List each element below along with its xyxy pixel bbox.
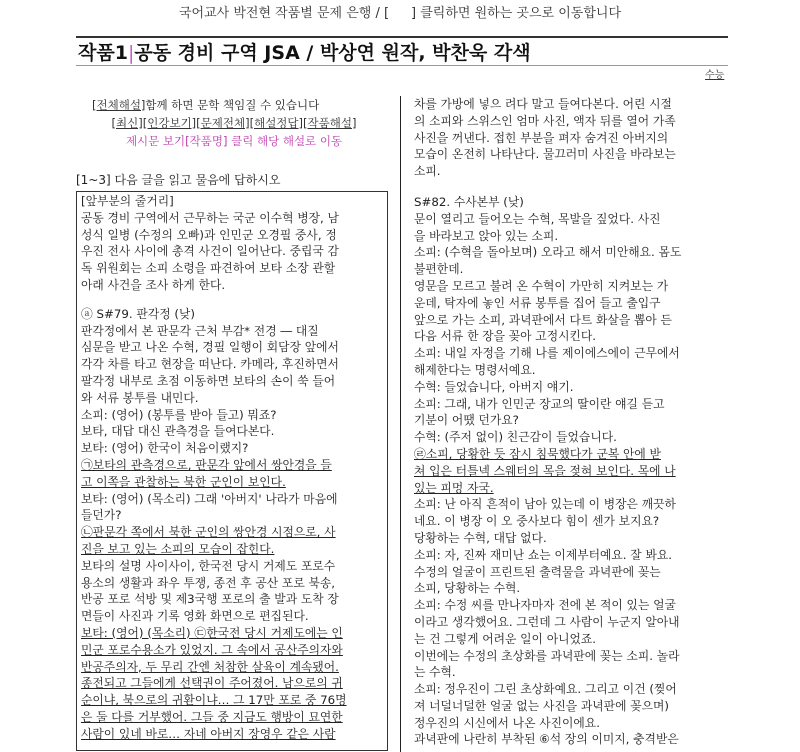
nav-line-2 [80, 114, 388, 132]
passage-line: ㉠보타의 관측경으로, 판문각 앞에서 쌍안경을 들 [81, 457, 332, 472]
nav-link-all-questions[interactable]: [문제전체] [196, 116, 250, 130]
nav-line-3: 제시문 보기[작품명] 클릭 해당 해설로 이동 [125, 134, 343, 148]
work-title-bar [76, 36, 728, 66]
passage-line: 영문을 모르고 불려 온 수혁이 가만히 지켜보는 가 [414, 278, 669, 293]
title-separator: | [127, 42, 135, 64]
passage-line: 소피: 정우진이 그린 초상화예요. 그리고 이건 (찢어 [414, 682, 677, 697]
passage-line: 반공 포로 석방 및 제3국행 포로의 출 발과 도착 장 [81, 592, 339, 607]
passage-line: 면들이 사진과 기록 영화 화면으로 편집된다. [81, 609, 309, 624]
passage-line: 앞으로 가는 소피, 과녁판에서 다트 화살을 뽑아 든 [414, 312, 672, 327]
passage-line: 사람이 있네 바로… 자네 아버지 장영우 같은 사람 [81, 726, 336, 741]
nav-line-1 [80, 96, 388, 114]
passage-line: 불편한데. [414, 262, 464, 277]
passage-line: 보타: (영어) (목소리) ㉢한국전 당시 거제도에는 인 [81, 625, 343, 640]
passage-line: 보타: (영어) 한국이 처음이랬지? [81, 441, 249, 456]
passage-line: 는 수혁. [414, 665, 456, 680]
passage-line: 운데, 탁자에 놓인 서류 봉투를 집어 들고 출입구 [414, 295, 661, 310]
title-prefix: 작품1 [78, 42, 128, 64]
passage-line: 순이냐, 북으로의 귀환이냐… 그 17만 포로 중 76명 [81, 693, 347, 708]
passage-line: 수정의 얼굴이 프린트된 출력물을 과녁판에 꽂는 [414, 564, 661, 579]
passage-line: 반공주의자, 두 무리 간엔 처참한 살육이 계속됐어. [81, 659, 339, 674]
passage-line: 사진을 꺼낸다. 접힌 부분을 펴자 숨겨진 아버지의 [414, 130, 669, 145]
passage-line: 차를 가방에 넣으 려다 말고 들여다본다. 어린 시절 [414, 97, 672, 111]
passage-line: 소피: 난 아직 흔적이 남아 있는데 이 병장은 깨끗하 [414, 497, 676, 512]
passage-line: ㉣소피, 당황한 듯 잠시 침묵했다가 군복 안에 받 [414, 446, 661, 461]
passage-line: 소피, 당황하는 수혁. [414, 581, 521, 596]
nav-link-latest[interactable]: [최신] [111, 116, 143, 130]
passage-line: 수혁: (주저 없이) 친근감이 들었습니다. [414, 430, 617, 445]
nav-link-work-commentary[interactable]: [작품해설] [303, 116, 357, 130]
passage-line: 모습이 온전히 나타난다. 물끄러미 사진을 바라보는 [414, 147, 676, 162]
passage-line: 네요. 이 병장 이 오 중사보다 힘이 센가 보지요? [414, 514, 660, 529]
passage-line: 수혁: 들었습니다, 아버지 얘기. [414, 379, 574, 394]
passage-line: 용소의 생활과 좌우 투쟁, 종전 후 공산 포로 북송, [81, 575, 336, 590]
passage-line: 소피. [414, 164, 441, 179]
passage-line: 보타의 설명 사이사이, 한국전 당시 거제도 포로수 [81, 558, 336, 573]
passage-line: 을 바라보고 앉아 있는 소피. [414, 228, 559, 243]
nav-link-answers[interactable]: [해설정답] [249, 116, 304, 130]
passage-line: 진을 보고 있는 소피의 모습이 잡힌다. [81, 541, 275, 556]
passage-line: 기분이 어땠 던가요? [414, 413, 519, 428]
passage-line: 보타: (영어) (목소리) 그래 '아버지' 나라가 마음에 [81, 491, 338, 506]
passage-line: 심문을 받고 나온 수혁, 경필 일행이 회담장 앞에서 [81, 340, 339, 355]
passage-line: 다음 서류 한 장을 꽂아 고정시킨다. [414, 329, 597, 344]
passage-line: 소피: 그래, 내가 인민군 장교의 딸이란 얘길 듣고 [414, 396, 665, 411]
spacer [414, 180, 724, 194]
passage-line: 민군 포로수용소가 있었지. 그 속에서 공산주의자와 [81, 642, 343, 657]
passage-line: 판각정에서 본 판문각 근처 부감* 전경 ― 대질 [81, 323, 319, 338]
passage-line: 쳐 입은 터틀넥 스웨터의 목을 젖혀 보인다. 목에 나 [414, 463, 676, 478]
passage-line: 독 위원회는 소피 소령을 파견하여 보타 소장 관할 [81, 261, 336, 276]
top-banner-text-2: ] 클릭하면 원하는 곳으로 이동합니다 [411, 6, 622, 21]
title-text: 공동 경비 구역 JSA / 박상연 원작, 박찬욱 각색 [134, 42, 531, 64]
passage-line: 와 서류 봉투를 내민다. [81, 390, 199, 405]
passage-line: 이번에는 수정의 초상화를 과녁판에 꽂는 소피. 놀라 [414, 648, 680, 663]
passage-line: 당황하는 수혁, 대답 없다. [414, 530, 547, 545]
passage-line: 소피: (영어) (봉투를 받아 들고) 뭐죠? [81, 407, 277, 422]
passage-line: 소피: (수혁을 돌아보며) 오라고 해서 미안해요. 몸도 [414, 245, 682, 260]
spacer [81, 294, 383, 306]
column-divider [400, 96, 401, 752]
passage-line: 보타, 대답 대신 관측경을 들여다본다. [81, 424, 275, 439]
passage-line: 문이 열리고 들어오는 수혁, 목발을 짚었다. 사진 [414, 211, 661, 226]
passage-line: 정우진의 시신에서 나온 사진이에요. [414, 715, 600, 730]
passage-line: 종전되고 그들에게 선택권이 주어졌어. 남으로의 귀 [81, 676, 343, 691]
passage-line: 우진 전사 사이에 총격 사건이 일어난다. 중립국 감 [81, 244, 339, 259]
top-banner [0, 0, 800, 30]
passage-line: 는 건 그렇게 어려운 일이 아니었죠. [414, 631, 597, 646]
passage-box [76, 191, 388, 751]
passage-line: 들던가? [81, 508, 122, 523]
left-column [76, 96, 388, 752]
jump-target-slot[interactable] [389, 0, 411, 28]
passage-line: 소피: 수정 씨를 만나자마자 전에 본 적이 있는 얼굴 [414, 598, 676, 613]
full-commentary-link[interactable]: [전체해설] [92, 98, 146, 112]
passage-line: 아래 사건을 조사 하게 한다. [81, 277, 226, 292]
passage-line: S#82. 수사본부 (낮) [414, 194, 524, 209]
passage-line: 성식 일병 (수정의 오빠)과 인민군 오경필 중사, 정 [81, 227, 337, 242]
passage-line: 져 너덜너덜한 얼굴 없는 사진을 과녁판에 꽂으며) [414, 698, 670, 713]
question-instruction: [1~3] 다음 글을 읽고 물음에 답하시오 [76, 173, 281, 187]
nav-link-lecture[interactable]: [인강보기] [142, 116, 197, 130]
passage-line: [앞부분의 줄거리] [81, 194, 174, 208]
passage-line: 과녁판에 나란히 부착된 ⑥석 장의 이미지, 충격받은 [414, 732, 679, 747]
page-title [78, 40, 531, 66]
passage-line: 소피: 내일 자정을 기해 나를 제이에스에이 근무에서 [414, 346, 680, 361]
passage-line: ⓐ S#79. 판각정 (낮) [81, 306, 195, 321]
passage-line: 소피: 자, 진짜 재미난 쇼는 이제부터예요. 잘 봐요. [414, 547, 672, 562]
passage-line: ㉡판문각 쪽에서 북한 군인의 쌍안경 시점으로, 사 [81, 525, 336, 540]
top-banner-text-1: 국어교사 박전현 작품별 문제 은행 / [ [178, 6, 390, 21]
passage-line: 공동 경비 구역에서 근무하는 국군 이수혁 병장, 남 [81, 210, 339, 225]
nav-block [76, 96, 388, 150]
nav-line-1-text: 함께 하면 문학 책임질 수 있습니다 [145, 98, 320, 112]
exam-tag-link[interactable]: 수능 [705, 70, 725, 81]
passage-line: 있는 피멍 자국. [414, 480, 494, 495]
passage-line: 팔각정 내부로 초점 이동하면 보타의 손이 쑥 들어 [81, 373, 336, 388]
passage-line: 해제한다는 명령서예요. [414, 362, 536, 377]
passage-line: 이라고 생각했어요. 그런데 그 사람이 누군지 알아내 [414, 614, 680, 629]
right-column [414, 96, 724, 752]
passage-line: 의 소피와 스위스인 엄마 사진, 액자 뒤를 열어 가족 [414, 113, 676, 128]
passage-line: 고 이쪽을 관찰하는 북한 군인이 보인다. [81, 474, 286, 489]
passage-line: 각각 차를 타고 현장을 떠난다. 카메라, 후진하면서 [81, 357, 339, 372]
passage-line: 은 둘 다를 거부했어. 그들 중 지금도 행방이 묘연한 [81, 709, 343, 724]
